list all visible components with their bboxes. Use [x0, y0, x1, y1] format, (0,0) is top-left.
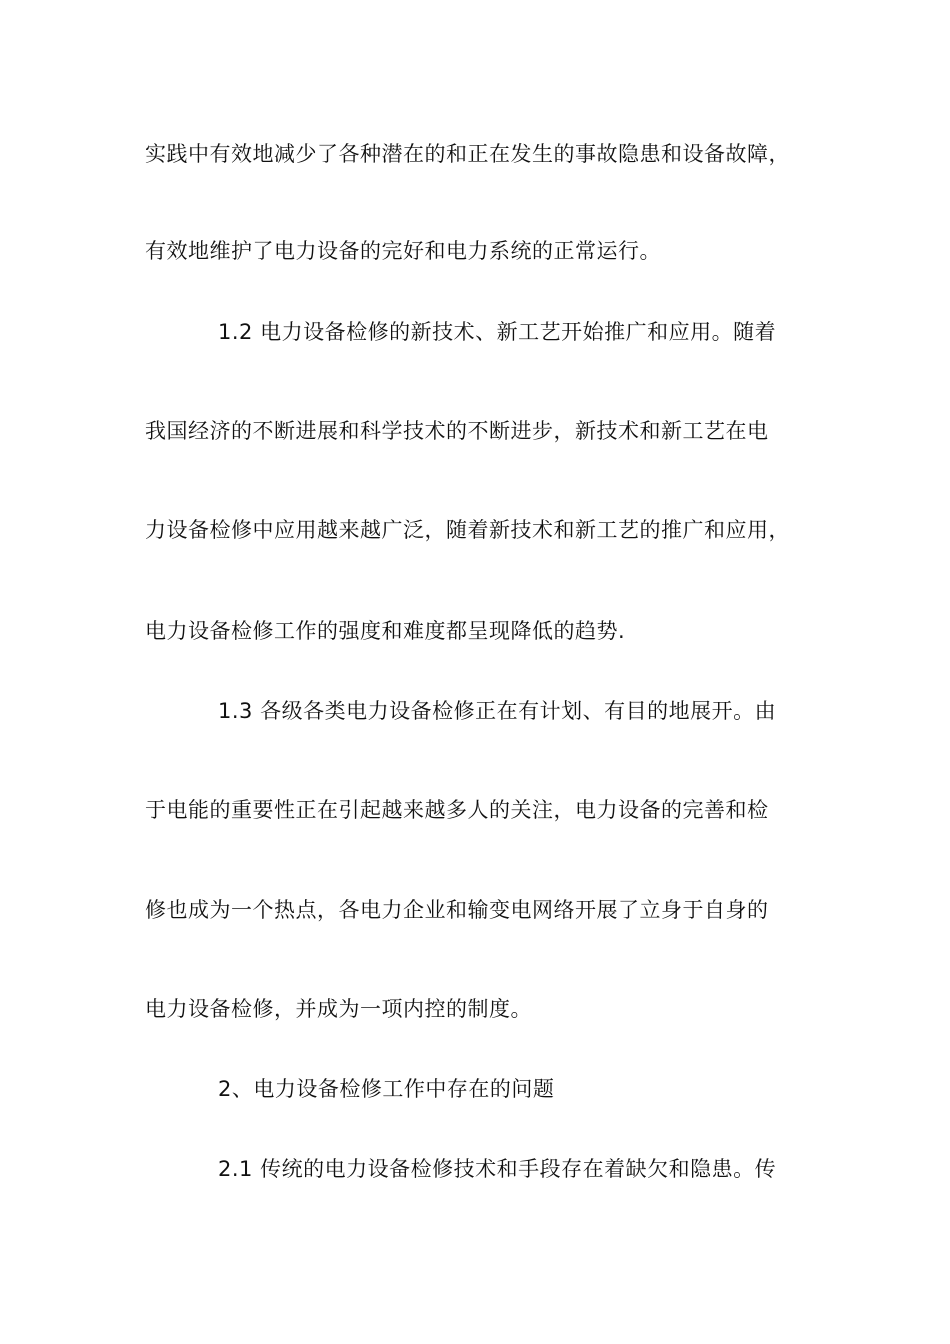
text-line-8: 于电能的重要性正在引起越来越多人的关注，电力设备的完善和检 — [145, 798, 769, 822]
text-line-2: 有效地维护了电力设备的完好和电力系统的正常运行。 — [145, 239, 661, 263]
text-line-9: 修也成为一个热点，各电力企业和输变电网络开展了立身于自身的 — [145, 898, 769, 922]
text-line-1: 实践中有效地减少了各种潜在的和正在发生的事故隐患和设备故障， — [145, 142, 790, 166]
text-line-10: 电力设备检修，并成为一项内控的制度。 — [145, 997, 532, 1021]
text-line-6: 电力设备检修工作的强度和难度都呈现降低的趋势. — [145, 619, 626, 643]
section-1-2-line: 1.2 电力设备检修的新技术、新工艺开始推广和应用。随着 — [218, 320, 777, 344]
section-2-heading: 2、电力设备检修工作中存在的问题 — [218, 1077, 555, 1101]
section-2-1-line: 2.1 传统的电力设备检修技术和手段存在着缺欠和隐患。传 — [218, 1157, 777, 1181]
section-1-3-line: 1.3 各级各类电力设备检修正在有计划、有目的地展开。由 — [218, 699, 777, 723]
text-line-5: 力设备检修中应用越来越广泛，随着新技术和新工艺的推广和应用， — [145, 518, 790, 542]
text-line-4: 我国经济的不断进展和科学技术的不断进步，新技术和新工艺在电 — [145, 419, 769, 443]
